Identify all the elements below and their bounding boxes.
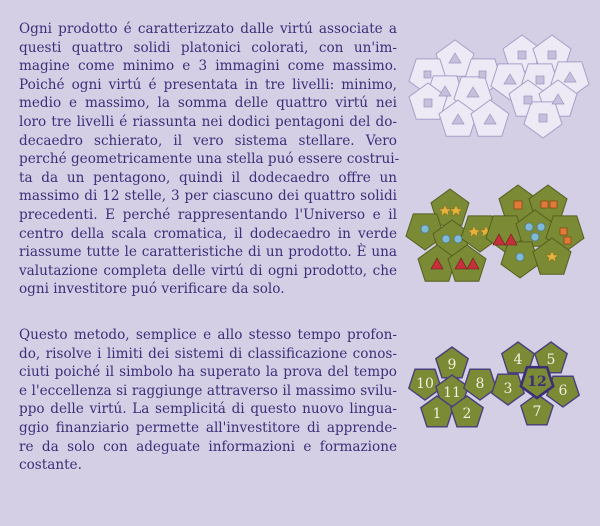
text-line: Ogni prodotto é caratterizzato dalle virtú associate a [19,21,397,37]
text-line: Questo metodo, semplice e allo stesso tempo profon- [19,327,397,343]
text-line: decaedro schierato, il vero sistema stellare. Vero [19,132,397,149]
label-6: 6 [558,383,568,399]
text-line: loro tre livelli é riassunta nei dodici pentagoni del do- [19,113,397,130]
text-line: do, risolve i limiti dei sistemi di classificazione conos- [19,345,397,362]
text-line: e l'eccellenza si raggiunge attraverso il massimo svilu- [19,382,397,399]
text-line: ta da un pentagono, quindi il dodecaedro offre un [19,169,397,186]
text-line: valutazione completa delle virtú di ogni prodotto, che [19,262,397,279]
text-line: ogni investitore puó verificare da solo. [19,281,285,298]
text-line: Poiché ogni virtú é presentata in tre livelli: minimo, [19,76,397,93]
text-line: massimo di 12 stelle, 3 per ciascuno dei quattro solidi [19,188,397,205]
label-12: 12 [527,374,547,390]
text-line: medio e massimo, la somma delle quattro virtú nei [19,95,397,112]
text-line: riassume tutte le caratteristiche di un prodotto. È una [19,244,397,261]
text-line: centro della scala cromatica, il dodecaedro in verde [19,225,397,242]
label-8: 8 [475,376,485,392]
text-line: ppo delle virtú. La semplicitá di questo nuovo lingua- [19,401,397,418]
text-line: precedenti. E perché rappresentando l'Universo e il [19,206,397,223]
label-2: 2 [462,406,472,422]
text-line: questi quattro solidi platonici colorati, con un'im- [19,39,397,56]
text-line: magine come minimo e 3 immagini come massimo. [19,58,397,75]
label-3: 3 [503,381,513,397]
text-line: ciuti poiché il simbolo ha superato la prova del tempo [19,364,397,381]
label-4: 4 [513,352,523,368]
label-11: 11 [443,385,461,401]
text-line: ggio finanziario permette all'investitore di apprende- [19,419,397,436]
text-line: re da solo con adeguate informazioni e formazione [19,438,397,455]
label-9: 9 [447,357,457,373]
label-1: 1 [432,406,442,422]
text-line: costante. [19,457,82,474]
text-line: perché geometricamente una stella puó essere costrui- [19,151,400,168]
label-10: 10 [416,376,434,392]
label-7: 7 [532,404,542,420]
label-5: 5 [546,352,556,368]
